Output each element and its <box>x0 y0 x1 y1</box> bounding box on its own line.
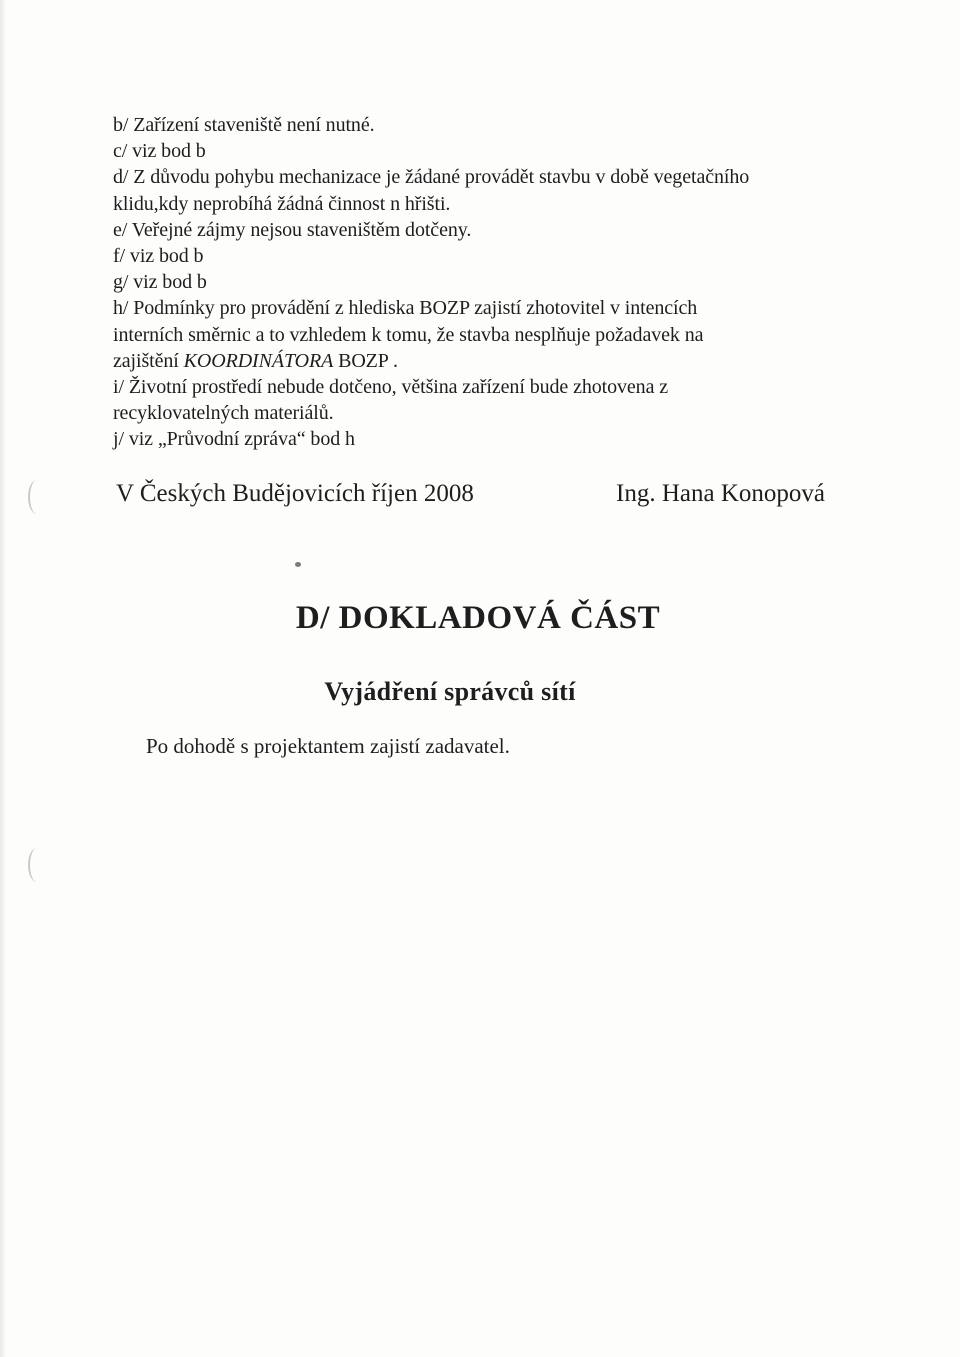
author-name: Ing. Hana Konopová <box>616 480 825 507</box>
item-h-cont: interních směrnic a to vzhledem k tomu, že stavba nesplňuje požadavek na <box>113 323 704 346</box>
coordinator-italic: KOORDINÁTORA <box>183 349 334 372</box>
subsection-heading: Vyjádření správců sítí <box>324 677 576 706</box>
item-b: b/ Zařízení staveniště není nutné. <box>113 114 375 136</box>
item-g: g/ viz bod b <box>113 271 207 294</box>
item-c: c/ viz bod b <box>113 140 206 163</box>
ink-speck <box>295 562 301 567</box>
item-d-cont: klidu,kdy neprobíhá žádná činnost n hřišti. <box>113 192 451 215</box>
coordinator-after: BOZP . <box>333 349 398 372</box>
item-j: j/ viz „Průvodní zpráva“ bod h <box>113 428 355 451</box>
item-f: f/ viz bod b <box>113 245 204 268</box>
item-d: d/ Z důvodu pohybu mechanizace je žádané provádět stavbu v době vegetačního <box>113 166 750 189</box>
coordinator-before: zajištění <box>113 349 184 372</box>
item-h-coordinator <box>113 348 873 374</box>
place-and-date: V Českých Budějovicích říjen 2008 <box>116 480 474 507</box>
item-e: e/ Veřejné zájmy nejsou staveništěm dotčeny. <box>113 218 472 241</box>
item-h: h/ Podmínky pro provádění z hlediska BOZP zajistí zhotovitel v intencích <box>113 297 698 320</box>
punch-hole-mark <box>28 480 46 514</box>
punch-hole-mark <box>28 848 46 882</box>
item-i-cont: recyklovatelných materiálů. <box>113 402 334 425</box>
technical-report-text <box>113 112 873 453</box>
section-heading-text: D/ DOKLADOVÁ ČÁST <box>295 600 661 636</box>
section-heading <box>0 598 960 638</box>
section-note: Po dohodě s projektantem zajistí zadavatel. <box>146 734 510 758</box>
item-i: i/ Životní prostředí nebude dotčeno, většina zařízení bude zhotovena z <box>113 376 669 399</box>
